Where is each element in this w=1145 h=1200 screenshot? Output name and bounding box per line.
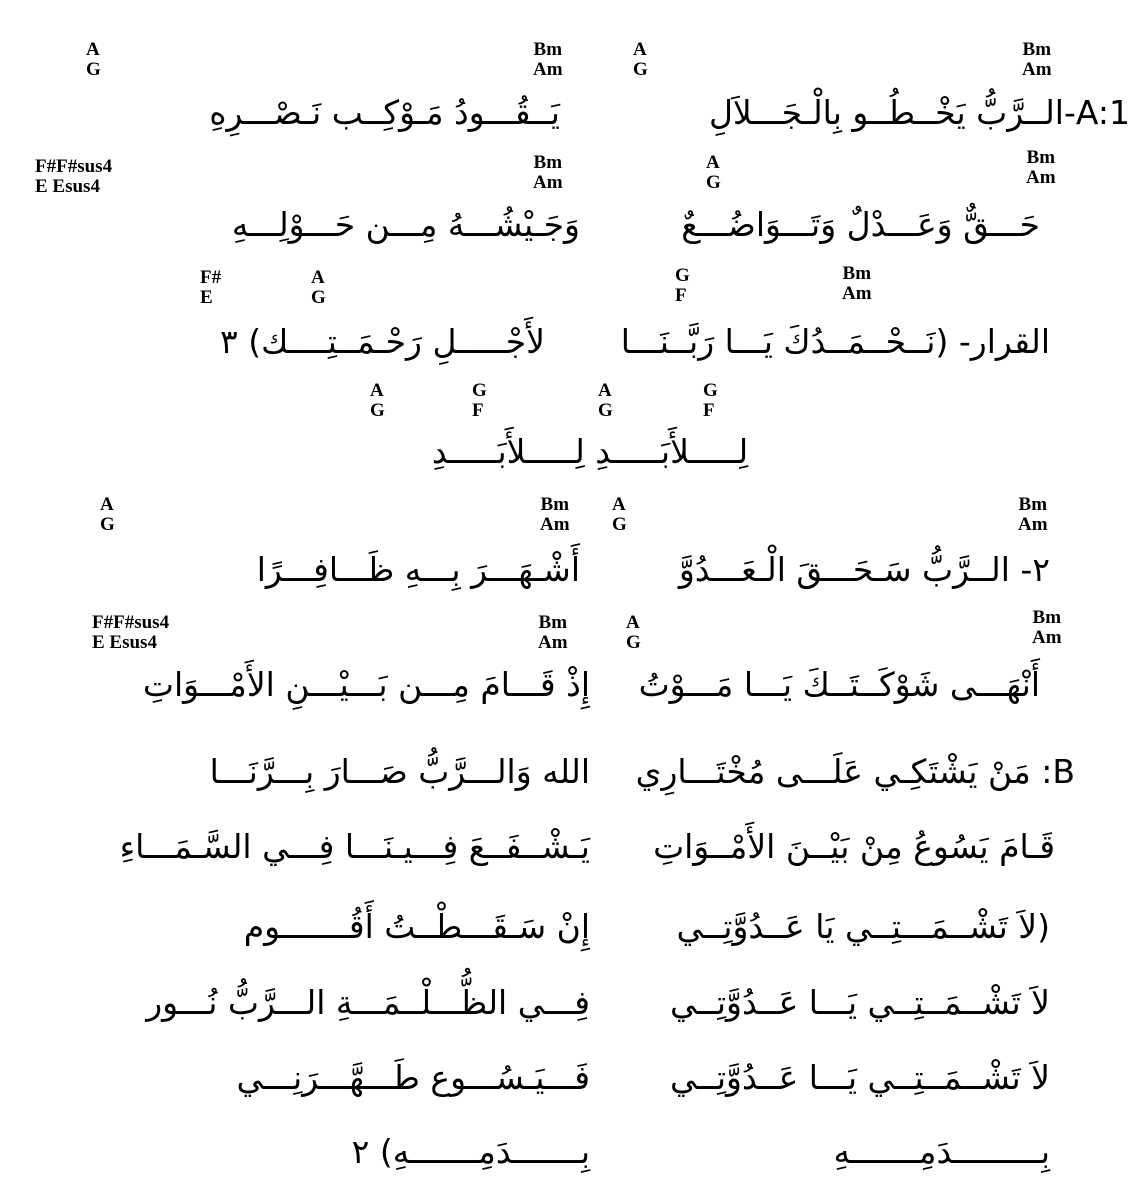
- chord-bottom: G: [100, 514, 115, 535]
- chord-top: A: [370, 380, 384, 401]
- chord: [86, 40, 101, 80]
- chord-bottom: E Esus4: [35, 176, 100, 197]
- chord: [533, 153, 563, 193]
- lyric-left: وَجَـيْشُـــهُ مِـــن حَـــوْلِـــهِ: [231, 205, 580, 244]
- chord-bottom: E Esus4: [92, 632, 157, 653]
- chord-bottom: G: [370, 400, 385, 421]
- chord-bottom: Am: [1018, 514, 1048, 535]
- chord: [538, 613, 568, 653]
- chord-top: Bm: [1032, 607, 1062, 628]
- chord: [35, 157, 112, 197]
- chord: [472, 381, 487, 421]
- chord-bottom: Am: [842, 283, 872, 304]
- chord-bottom: F: [675, 285, 687, 306]
- lyric-left: الله وَالـــرَّبُّ صَـــارَ بِـــرَّنَـــا: [209, 752, 590, 791]
- chord-bottom: Am: [1026, 167, 1056, 188]
- lyric-right: أَنْهَـــى شَوْكَــتَــكَ يَـــا مَـــوْتُ: [638, 665, 1040, 704]
- chord-bottom: G: [626, 632, 641, 653]
- chord-top: F#F#sus4: [92, 612, 170, 633]
- chord: [311, 268, 326, 308]
- chord-top: G: [675, 265, 690, 286]
- lyric-right: لاَ تَشْــمَــتِــي يَـــا عَــدُوَّتِــي: [669, 983, 1050, 1022]
- chord-top: Bm: [540, 494, 570, 515]
- chord: [1018, 495, 1048, 535]
- lyric-left: أَشْـهَـــرَ بِـــهِ ظَـــافِـــرًا: [256, 550, 580, 589]
- chord-top: G: [472, 380, 487, 401]
- chord-bottom: Am: [1022, 59, 1052, 80]
- lyric-left: يَـشْــفَــعَ فِـــيـنَـــا فِـــي السَّـمَـــاءِ: [119, 827, 590, 866]
- chord-bottom: E: [200, 287, 213, 308]
- chord: [540, 495, 570, 535]
- chord-top: G: [703, 380, 718, 401]
- chord-top: A: [706, 152, 720, 173]
- chord-top: Bm: [842, 263, 872, 284]
- chord-bottom: G: [86, 59, 101, 80]
- lyric-right: حَـــقٌّ وَعَـــدْلٌ وَتَـــوَاضُـــعٌ: [681, 205, 1040, 244]
- chord-top: A: [100, 494, 114, 515]
- chord-top: A: [86, 39, 100, 60]
- lyric-right: A:1-الــرَّبُّ يَخْــطُــو بِالْـجَـــلاَلِ: [708, 93, 1130, 132]
- chord-top: A: [612, 494, 626, 515]
- lyric-left: إِذْ قَـــامَ مِـــن بَـــيْـــنِ الأَمْـــوَاتِ: [142, 665, 590, 704]
- chord-bottom: Am: [1032, 627, 1062, 648]
- chord: [703, 381, 718, 421]
- chord-top: A: [633, 39, 647, 60]
- chord: [1022, 40, 1052, 80]
- lyric-left: لأَجْـــــلِ رَحْـمَــتِــــك) ٣: [220, 322, 545, 361]
- lyric-left: فِـــي الظُّـــلْــمَـــةِ الـــرَّبُّ نُـــور: [146, 983, 590, 1022]
- chord: [706, 153, 721, 193]
- chord: [533, 40, 563, 80]
- chord-top: A: [598, 380, 612, 401]
- lyric-right: لاَ تَشْــمَــتِــي يَـــا عَــدُوَّتِــي: [669, 1058, 1050, 1097]
- chord: [1032, 608, 1062, 648]
- lyric-right: القرار- (نَــحْــمَــدُكَ يَـــا رَبَّــنَـــا: [620, 322, 1050, 361]
- chord-bottom: Am: [533, 172, 563, 193]
- lyric-right: بِـــــــــدَمِـــــــهِ: [833, 1132, 1050, 1171]
- chord-bottom: F: [472, 400, 484, 421]
- lyric-right: B: مَنْ يَشْتَكِـي عَلَـــى مُخْتَـــارِي: [635, 752, 1075, 791]
- chord: [633, 40, 648, 80]
- chord-top: Bm: [538, 612, 568, 633]
- chord: [1026, 148, 1056, 188]
- chord-top: A: [626, 612, 640, 633]
- chord: [92, 613, 169, 653]
- chord-top: A: [311, 267, 325, 288]
- chord: [675, 266, 690, 306]
- chord: [626, 613, 641, 653]
- chord-bottom: G: [311, 287, 326, 308]
- chord-bottom: Am: [538, 632, 568, 653]
- chord: [370, 381, 385, 421]
- chord-bottom: F: [703, 400, 715, 421]
- lyric-left: يَــقُـــودُ مَـوْكِــب نَـصْـــرِهِ: [209, 93, 560, 132]
- chord: [612, 495, 627, 535]
- lyric-left: فَـــيَـسُـــوع طَـــهَّـــرَنِـــي: [236, 1058, 590, 1097]
- chord-bottom: G: [706, 172, 721, 193]
- lyric-left: بِـــــــدَمِـــــــهِ) ٢: [351, 1132, 590, 1171]
- lyric-left: إِنْ سَـقَـــطْــتُ أَقُـــــــوم: [243, 907, 590, 946]
- chord: [200, 268, 221, 308]
- chord-bottom: G: [598, 400, 613, 421]
- chorus-refrain: لِـــــلأَبَـــــدِ لِـــــلأَبَـــــدِ: [431, 432, 749, 471]
- lyric-right: ٢- الــرَّبُّ سَـحَـــقَ الْـعَـــدُوَّ: [678, 550, 1050, 589]
- lyric-right: قَـامَ يَسُوعُ مِنْ بَيْــنَ الأَمْــوَاتِ: [653, 827, 1055, 866]
- chord-top: Bm: [1026, 147, 1056, 168]
- chord-bottom: G: [633, 59, 648, 80]
- chord-bottom: G: [612, 514, 627, 535]
- chord-top: Bm: [1018, 494, 1048, 515]
- chord-top: F#: [200, 267, 222, 288]
- chord-bottom: Am: [533, 59, 563, 80]
- lyric-right: (لاَ تَشْــمَـــتِــي يَا عَــدُوَّتِــي: [676, 907, 1050, 946]
- chord-top: Bm: [533, 152, 563, 173]
- chord: [598, 381, 613, 421]
- chord-top: Bm: [533, 39, 563, 60]
- chord: [842, 264, 872, 304]
- chord-top: Bm: [1022, 39, 1052, 60]
- chord-bottom: Am: [540, 514, 570, 535]
- chord-top: F#F#sus4: [35, 156, 113, 177]
- chord: [100, 495, 115, 535]
